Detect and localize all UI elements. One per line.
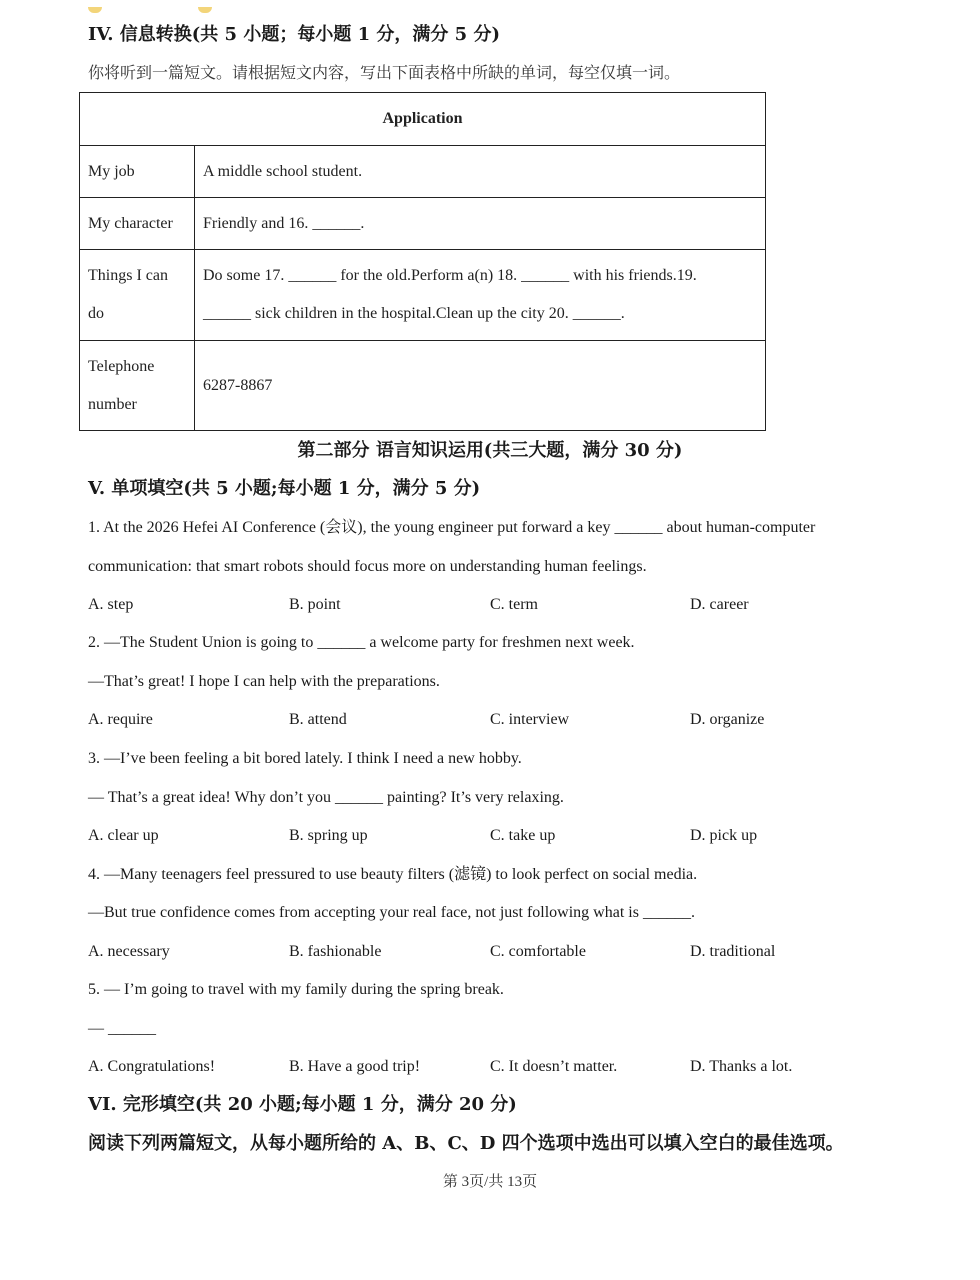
q2-option-d: D. organize — [690, 711, 765, 728]
table-row — [80, 146, 766, 198]
question-4-line-1: 4. —Many teenagers feel pressured to use beauty filters (滤镜) to look perfect on social media. — [88, 866, 698, 883]
q4-option-c: C. comfortable — [490, 943, 586, 960]
question-2-line-1: 2. —The Student Union is going to ______ a welcome party for freshmen next week. — [88, 634, 635, 651]
q4-option-d: D. traditional — [690, 943, 776, 960]
section6-heading: VI. 完形填空(共 20 小题;每小题 1 分，满分 20 分) — [88, 1094, 517, 1115]
top-decoration — [88, 0, 328, 8]
section5-heading: V. 单项填空(共 5 小题;每小题 1 分，满分 5 分) — [88, 478, 481, 499]
q3-option-c: C. take up — [490, 827, 556, 844]
row-content: A middle school student. — [195, 146, 766, 198]
q4-option-b: B. fashionable — [289, 943, 382, 960]
q5-option-d: D. Thanks a lot. — [690, 1058, 793, 1075]
q5-option-a: A. Congratulations! — [88, 1058, 216, 1075]
row-label — [80, 341, 195, 431]
q1-option-d: D. career — [690, 596, 749, 613]
q1-option-a: A. step — [88, 596, 134, 613]
question-5-line-1: 5. — I’m going to travel with my family during the spring break. — [88, 981, 504, 998]
row-label-line: Things I can — [88, 267, 168, 284]
q2-option-a: A. require — [88, 711, 153, 728]
question-1-line-1: 1. At the 2026 Hefei AI Conference (会议), the young engineer put forward a key ______ about human-computer — [88, 519, 816, 536]
row-label: My character — [80, 198, 195, 250]
row-label: My job — [80, 146, 195, 198]
table-row — [80, 198, 766, 250]
section4-instruction: 你将听到一篇短文。请根据短文内容，写出下面表格中所缺的单词，每空仅填一词。 — [88, 63, 681, 82]
row-content-line: ______ sick children in the hospital.Clean up the city 20. ______. — [203, 305, 625, 322]
section6-instruction: 阅读下列两篇短文，从每小题所给的 A、B、C、D 四个选项中选出可以填入空白的最佳选项。 — [88, 1133, 844, 1154]
row-label-line: do — [88, 305, 104, 322]
question-3-line-2: — That’s a great idea! Why don’t you ______ painting? It’s very relaxing. — [88, 789, 564, 806]
row-content: 6287-8867 — [195, 341, 766, 431]
question-1-line-2: communication: that smart robots should focus more on understanding human feelings. — [88, 558, 647, 575]
q3-option-b: B. spring up — [289, 827, 368, 844]
section4-heading: IV. 信息转换(共 5 小题；每小题 1 分，满分 5 分) — [88, 24, 500, 45]
q5-option-c: C. It doesn’t matter. — [490, 1058, 618, 1075]
q1-option-b: B. point — [289, 596, 341, 613]
page-footer: 第 3页/共 13页 — [442, 1174, 538, 1190]
question-3-line-1: 3. —I’ve been feeling a bit bored lately. I think I need a new hobby. — [88, 750, 522, 767]
row-content: Friendly and 16. ______. — [195, 198, 766, 250]
table-row — [80, 341, 766, 431]
q3-option-a: A. clear up — [88, 827, 159, 844]
row-label-line: number — [88, 395, 137, 413]
q5-option-b: B. Have a good trip! — [289, 1058, 421, 1075]
table-row — [80, 250, 766, 341]
q4-option-a: A. necessary — [88, 943, 170, 960]
row-content — [195, 250, 766, 341]
part2-title: 第二部分 语言知识运用(共三大题，满分 30 分) — [297, 440, 683, 461]
question-2-line-2: —That’s great! I hope I can help with the preparations. — [88, 673, 440, 690]
q3-option-d: D. pick up — [690, 827, 758, 844]
question-5-line-2: — ______ — [88, 1020, 156, 1037]
table-title: Application — [80, 93, 766, 146]
row-label — [80, 250, 195, 341]
row-content-line: Do some 17. ______ for the old.Perform a(n) 18. ______ with his friends.19. — [203, 267, 697, 284]
question-4-line-2: —But true confidence comes from accepting your real face, not just following what is ______. — [88, 904, 695, 921]
q2-option-b: B. attend — [289, 711, 347, 728]
row-label-line: Telephone — [88, 357, 155, 375]
q2-option-c: C. interview — [490, 711, 570, 728]
q1-option-c: C. term — [490, 596, 538, 613]
application-table — [79, 92, 766, 431]
